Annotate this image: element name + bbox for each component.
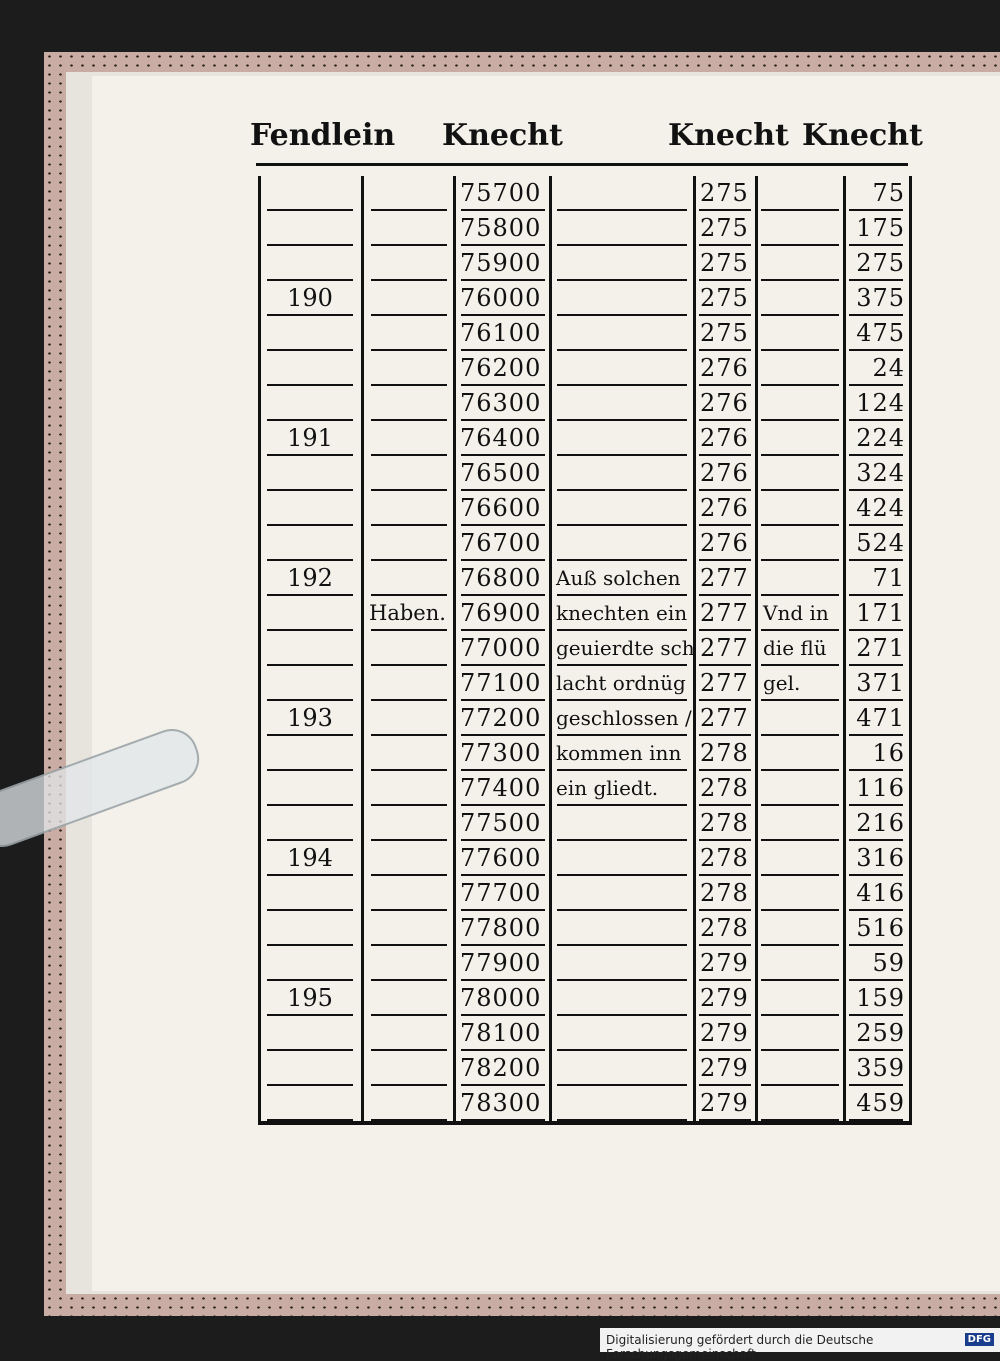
remainder-cell: 259	[856, 1019, 905, 1047]
remainder-cell: 424	[856, 494, 905, 522]
table-row	[261, 246, 909, 281]
table-row	[261, 1051, 909, 1086]
table-row	[261, 281, 909, 316]
knecht-cell: 77900	[460, 949, 542, 977]
text-cell	[553, 211, 696, 246]
table-row	[261, 701, 909, 736]
number-cell: 278	[700, 739, 749, 767]
note-cell	[759, 1051, 847, 1086]
knecht-cell: 76500	[460, 459, 542, 487]
table-row	[261, 981, 909, 1016]
row-rule	[699, 1119, 751, 1121]
haben-cell	[365, 281, 455, 316]
note-cell	[759, 981, 847, 1016]
haben-cell	[365, 211, 455, 246]
remainder-cell: 16	[872, 739, 905, 767]
number-cell: 276	[700, 529, 749, 557]
note-cell	[759, 211, 847, 246]
remainder-cell: 75	[872, 179, 905, 207]
knecht-cell: 76300	[460, 389, 542, 417]
note-cell	[759, 316, 847, 351]
knecht-cell: 77600	[460, 844, 542, 872]
remainder-cell: 124	[856, 389, 905, 417]
haben-cell	[365, 701, 455, 736]
haben-cell	[365, 981, 455, 1016]
table-row	[261, 876, 909, 911]
knecht-cell: 77200	[460, 704, 542, 732]
number-cell: 277	[700, 704, 749, 732]
haben-cell	[365, 491, 455, 526]
fendlein-cell	[261, 176, 359, 211]
table-row	[261, 386, 909, 421]
text-cell	[553, 281, 696, 316]
fendlein-cell: 191	[287, 424, 333, 452]
remainder-cell: 159	[856, 984, 905, 1012]
number-cell: 277	[700, 634, 749, 662]
number-cell: 275	[700, 284, 749, 312]
fendlein-cell	[261, 736, 359, 771]
note-cell	[759, 806, 847, 841]
table-row	[261, 1086, 909, 1121]
number-cell: 279	[700, 1089, 749, 1117]
haben-cell	[365, 771, 455, 806]
remainder-cell: 371	[856, 669, 905, 697]
table-row	[261, 351, 909, 386]
text-cell: Auß solchen	[556, 566, 681, 590]
remainder-cell: 516	[856, 914, 905, 942]
fendlein-cell	[261, 1051, 359, 1086]
remainder-cell: 116	[856, 774, 905, 802]
knecht-cell: 76600	[460, 494, 542, 522]
number-cell: 278	[700, 809, 749, 837]
fendlein-cell	[261, 666, 359, 701]
header-knecht-1: Knecht	[442, 118, 563, 153]
note-cell	[759, 246, 847, 281]
note-cell	[759, 1086, 847, 1121]
number-cell: 275	[700, 179, 749, 207]
knecht-cell: 76700	[460, 529, 542, 557]
header-knecht-3: Knecht	[802, 118, 923, 153]
haben-cell	[365, 876, 455, 911]
note-cell	[759, 701, 847, 736]
text-cell	[553, 246, 696, 281]
knecht-cell: 78300	[460, 1089, 542, 1117]
fendlein-cell	[261, 316, 359, 351]
haben-cell	[365, 631, 455, 666]
remainder-cell: 224	[856, 424, 905, 452]
fendlein-cell	[261, 491, 359, 526]
note-cell: gel.	[763, 671, 801, 695]
haben-cell	[365, 736, 455, 771]
text-cell: geschlossen /	[556, 706, 692, 730]
footer-text: Digitalisierung gefördert durch die Deutsche Forschungsgemeinschaft ·	[606, 1333, 874, 1361]
fendlein-cell	[261, 806, 359, 841]
fendlein-cell	[261, 631, 359, 666]
text-cell: geuierdte sch	[556, 636, 695, 660]
table-row	[261, 631, 909, 666]
fendlein-cell	[261, 1086, 359, 1121]
knecht-cell: 76400	[460, 424, 542, 452]
remainder-cell: 524	[856, 529, 905, 557]
table-row	[261, 456, 909, 491]
remainder-cell: 471	[856, 704, 905, 732]
fendlein-cell	[261, 596, 359, 631]
note-cell: Vnd in	[763, 601, 829, 625]
fendlein-cell	[261, 946, 359, 981]
haben-cell	[365, 946, 455, 981]
knecht-cell: 75900	[460, 249, 542, 277]
table-row	[261, 596, 909, 631]
table-row	[261, 561, 909, 596]
knecht-cell: 76100	[460, 319, 542, 347]
table-row	[261, 316, 909, 351]
table-row	[261, 421, 909, 456]
note-cell	[759, 456, 847, 491]
haben-cell	[365, 176, 455, 211]
number-cell: 276	[700, 354, 749, 382]
remainder-cell: 316	[856, 844, 905, 872]
knecht-cell: 76000	[460, 284, 542, 312]
number-cell: 279	[700, 984, 749, 1012]
knecht-cell: 77500	[460, 809, 542, 837]
note-cell	[759, 911, 847, 946]
number-cell: 275	[700, 214, 749, 242]
remainder-cell: 324	[856, 459, 905, 487]
knecht-cell: 77000	[460, 634, 542, 662]
row-rule	[267, 1119, 353, 1121]
fendlein-cell: 190	[287, 284, 333, 312]
fendlein-cell	[261, 246, 359, 281]
row-rule	[557, 1119, 687, 1121]
table-row	[261, 841, 909, 876]
number-cell: 277	[700, 669, 749, 697]
fendlein-cell: 194	[287, 844, 333, 872]
number-cell: 277	[700, 599, 749, 627]
text-cell	[553, 351, 696, 386]
haben-cell	[365, 911, 455, 946]
haben-cell	[365, 666, 455, 701]
fendlein-cell	[261, 1016, 359, 1051]
note-cell	[759, 946, 847, 981]
dfg-logo: DFG	[965, 1333, 994, 1346]
fendlein-cell	[261, 771, 359, 806]
haben-cell	[365, 526, 455, 561]
remainder-cell: 216	[856, 809, 905, 837]
fendlein-cell: 195	[287, 984, 333, 1012]
number-cell: 276	[700, 459, 749, 487]
haben-cell	[365, 421, 455, 456]
knecht-cell: 78100	[460, 1019, 542, 1047]
haben-cell	[365, 351, 455, 386]
knecht-cell: 77700	[460, 879, 542, 907]
ledger-table	[258, 176, 912, 1125]
number-cell: 276	[700, 424, 749, 452]
text-cell	[553, 176, 696, 211]
table-row	[261, 911, 909, 946]
text-cell: kommen inn	[556, 741, 682, 765]
number-cell: 278	[700, 879, 749, 907]
number-cell: 275	[700, 249, 749, 277]
haben-cell	[365, 841, 455, 876]
fendlein-cell	[261, 351, 359, 386]
text-cell	[553, 946, 696, 981]
fendlein-cell	[261, 386, 359, 421]
haben-cell	[365, 456, 455, 491]
haben-cell	[365, 1086, 455, 1121]
text-cell	[553, 841, 696, 876]
number-cell: 278	[700, 844, 749, 872]
text-cell	[553, 876, 696, 911]
note-cell	[759, 281, 847, 316]
haben-cell: Haben.	[369, 601, 446, 625]
table-row	[261, 491, 909, 526]
table-row	[261, 526, 909, 561]
text-cell	[553, 526, 696, 561]
haben-cell	[365, 561, 455, 596]
haben-cell	[365, 1051, 455, 1086]
text-cell	[553, 456, 696, 491]
text-cell: ein gliedt.	[556, 776, 659, 800]
fendlein-cell	[261, 211, 359, 246]
number-cell: 279	[700, 949, 749, 977]
remainder-cell: 475	[856, 319, 905, 347]
table-row	[261, 1016, 909, 1051]
table-row	[261, 176, 909, 211]
knecht-cell: 75700	[460, 179, 542, 207]
text-cell	[553, 806, 696, 841]
note-cell	[759, 491, 847, 526]
note-cell	[759, 176, 847, 211]
fendlein-cell	[261, 911, 359, 946]
number-cell: 278	[700, 914, 749, 942]
remainder-cell: 416	[856, 879, 905, 907]
number-cell: 278	[700, 774, 749, 802]
header-rule	[256, 163, 908, 166]
knecht-cell: 78200	[460, 1054, 542, 1082]
text-cell	[553, 1016, 696, 1051]
number-cell: 275	[700, 319, 749, 347]
note-cell	[759, 386, 847, 421]
column-headers	[250, 118, 923, 168]
text-cell	[553, 386, 696, 421]
fendlein-cell: 193	[287, 704, 333, 732]
note-cell	[759, 351, 847, 386]
table-row	[261, 736, 909, 771]
knecht-cell: 77100	[460, 669, 542, 697]
row-rule	[371, 1119, 447, 1121]
fendlein-cell: 192	[287, 564, 333, 592]
remainder-cell: 24	[872, 354, 905, 382]
knecht-cell: 77800	[460, 914, 542, 942]
header-fendlein: Fendlein	[250, 118, 396, 153]
text-cell	[553, 316, 696, 351]
knecht-cell: 76900	[460, 599, 542, 627]
fendlein-cell	[261, 456, 359, 491]
knecht-cell: 76800	[460, 564, 542, 592]
remainder-cell: 275	[856, 249, 905, 277]
remainder-cell: 175	[856, 214, 905, 242]
table-row	[261, 946, 909, 981]
knecht-cell: 78000	[460, 984, 542, 1012]
table-row	[261, 771, 909, 806]
remainder-cell: 71	[872, 564, 905, 592]
remainder-cell: 171	[856, 599, 905, 627]
number-cell: 277	[700, 564, 749, 592]
note-cell	[759, 841, 847, 876]
haben-cell	[365, 1016, 455, 1051]
note-cell	[759, 736, 847, 771]
row-rule	[849, 1119, 903, 1121]
text-cell	[553, 911, 696, 946]
remainder-cell: 59	[872, 949, 905, 977]
knecht-cell: 76200	[460, 354, 542, 382]
haben-cell	[365, 246, 455, 281]
remainder-cell: 271	[856, 634, 905, 662]
row-rule	[761, 1119, 839, 1121]
text-cell: knechten ein	[556, 601, 688, 625]
table-row	[261, 666, 909, 701]
note-cell	[759, 771, 847, 806]
number-cell: 276	[700, 389, 749, 417]
haben-cell	[365, 806, 455, 841]
fendlein-cell	[261, 876, 359, 911]
note-cell	[759, 876, 847, 911]
haben-cell	[365, 386, 455, 421]
note-cell	[759, 1016, 847, 1051]
haben-cell	[365, 316, 455, 351]
knecht-cell: 75800	[460, 214, 542, 242]
text-cell	[553, 421, 696, 456]
header-knecht-2: Knecht	[668, 118, 789, 153]
number-cell: 279	[700, 1054, 749, 1082]
row-rule	[461, 1119, 545, 1121]
note-cell	[759, 526, 847, 561]
text-cell	[553, 1051, 696, 1086]
remainder-cell: 375	[856, 284, 905, 312]
number-cell: 276	[700, 494, 749, 522]
knecht-cell: 77400	[460, 774, 542, 802]
remainder-cell: 359	[856, 1054, 905, 1082]
text-cell	[553, 1086, 696, 1121]
table-row	[261, 211, 909, 246]
text-cell: lacht ordnüg	[556, 671, 686, 695]
table-row	[261, 806, 909, 841]
fendlein-cell	[261, 526, 359, 561]
digitization-footer	[600, 1328, 1000, 1361]
knecht-cell: 77300	[460, 739, 542, 767]
text-cell	[553, 491, 696, 526]
note-cell	[759, 421, 847, 456]
note-cell: die flü	[763, 636, 827, 660]
text-cell	[553, 981, 696, 1016]
number-cell: 279	[700, 1019, 749, 1047]
note-cell	[759, 561, 847, 596]
remainder-cell: 459	[856, 1089, 905, 1117]
